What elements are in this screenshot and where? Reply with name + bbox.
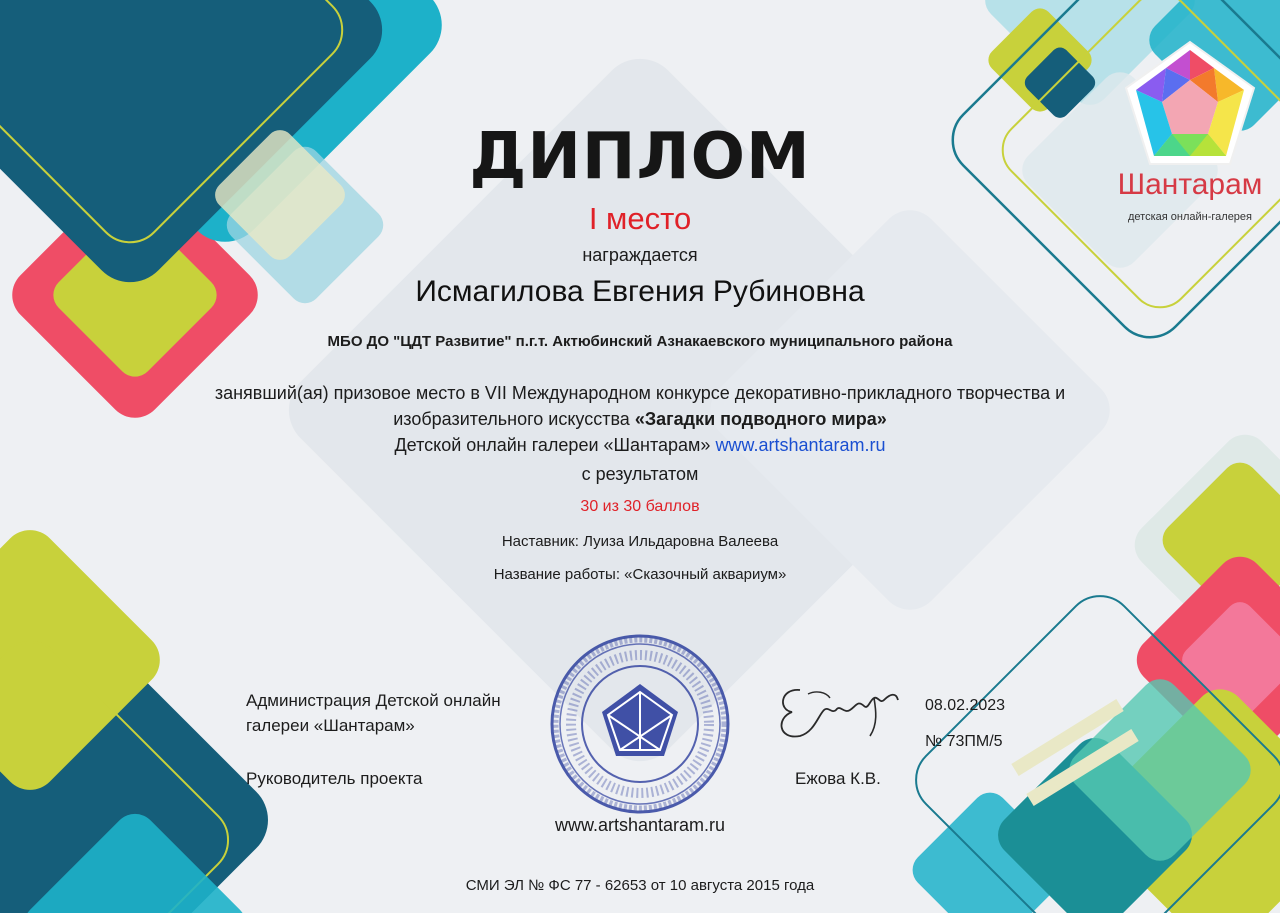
paragraph-line-2-prefix: изобразительного искусства [393,409,635,429]
diploma-title: ДИПЛОМ [469,120,811,194]
score: 30 из 30 баллов [580,498,700,515]
signer-name: Ежова К.В. [795,769,881,788]
logo-name: Шантарам [1117,168,1263,201]
registration-info: СМИ ЭЛ № ФС 77 - 62653 от 10 августа 2015 года [465,877,815,894]
official-stamp-icon [548,632,732,816]
organization: МБО ДО "ЦДТ Развитие" п.г.т. Актюбинский Азнакаевского муниципального района [327,333,953,350]
gallery-link[interactable]: www.artshantaram.ru [715,435,886,455]
paragraph-line-2 [0,406,1280,432]
issue-date: 08.02.2023 [925,697,1006,714]
logo-subtitle: детская онлайн-галерея [1128,211,1252,223]
awarded-label: награждается [582,245,698,265]
administration-label [246,688,546,738]
mentor: Наставник: Луиза Ильдаровна Валеева [501,533,779,550]
recipient-name: Исмагилова Евгения Рубиновна [415,275,865,308]
place-label: I место [588,201,692,236]
diploma-number: № 73ПМ/5 [925,733,1003,750]
paragraph-line-3-prefix: Детской онлайн галереи «Шантарам» [394,435,716,455]
contest-name: «Загадки подводного мира» [634,409,887,429]
admin-line-2: галереи «Шантарам» [246,716,415,735]
paragraph-line-1: занявший(ая) призовое место в VII Международном конкурсе декоративно-прикладного творчества и [214,383,1066,403]
result-label: с результатом [581,464,699,484]
work-title: Название работы: «Сказочный аквариум» [493,566,787,583]
admin-line-1: Администрация Детской онлайн [246,691,501,710]
role-label: Руководитель проекта [246,769,423,788]
achievement-paragraph [0,380,1280,458]
signature-icon [770,670,910,750]
website-footer[interactable]: www.artshantaram.ru [554,815,726,835]
paragraph-line-3 [0,432,1280,458]
